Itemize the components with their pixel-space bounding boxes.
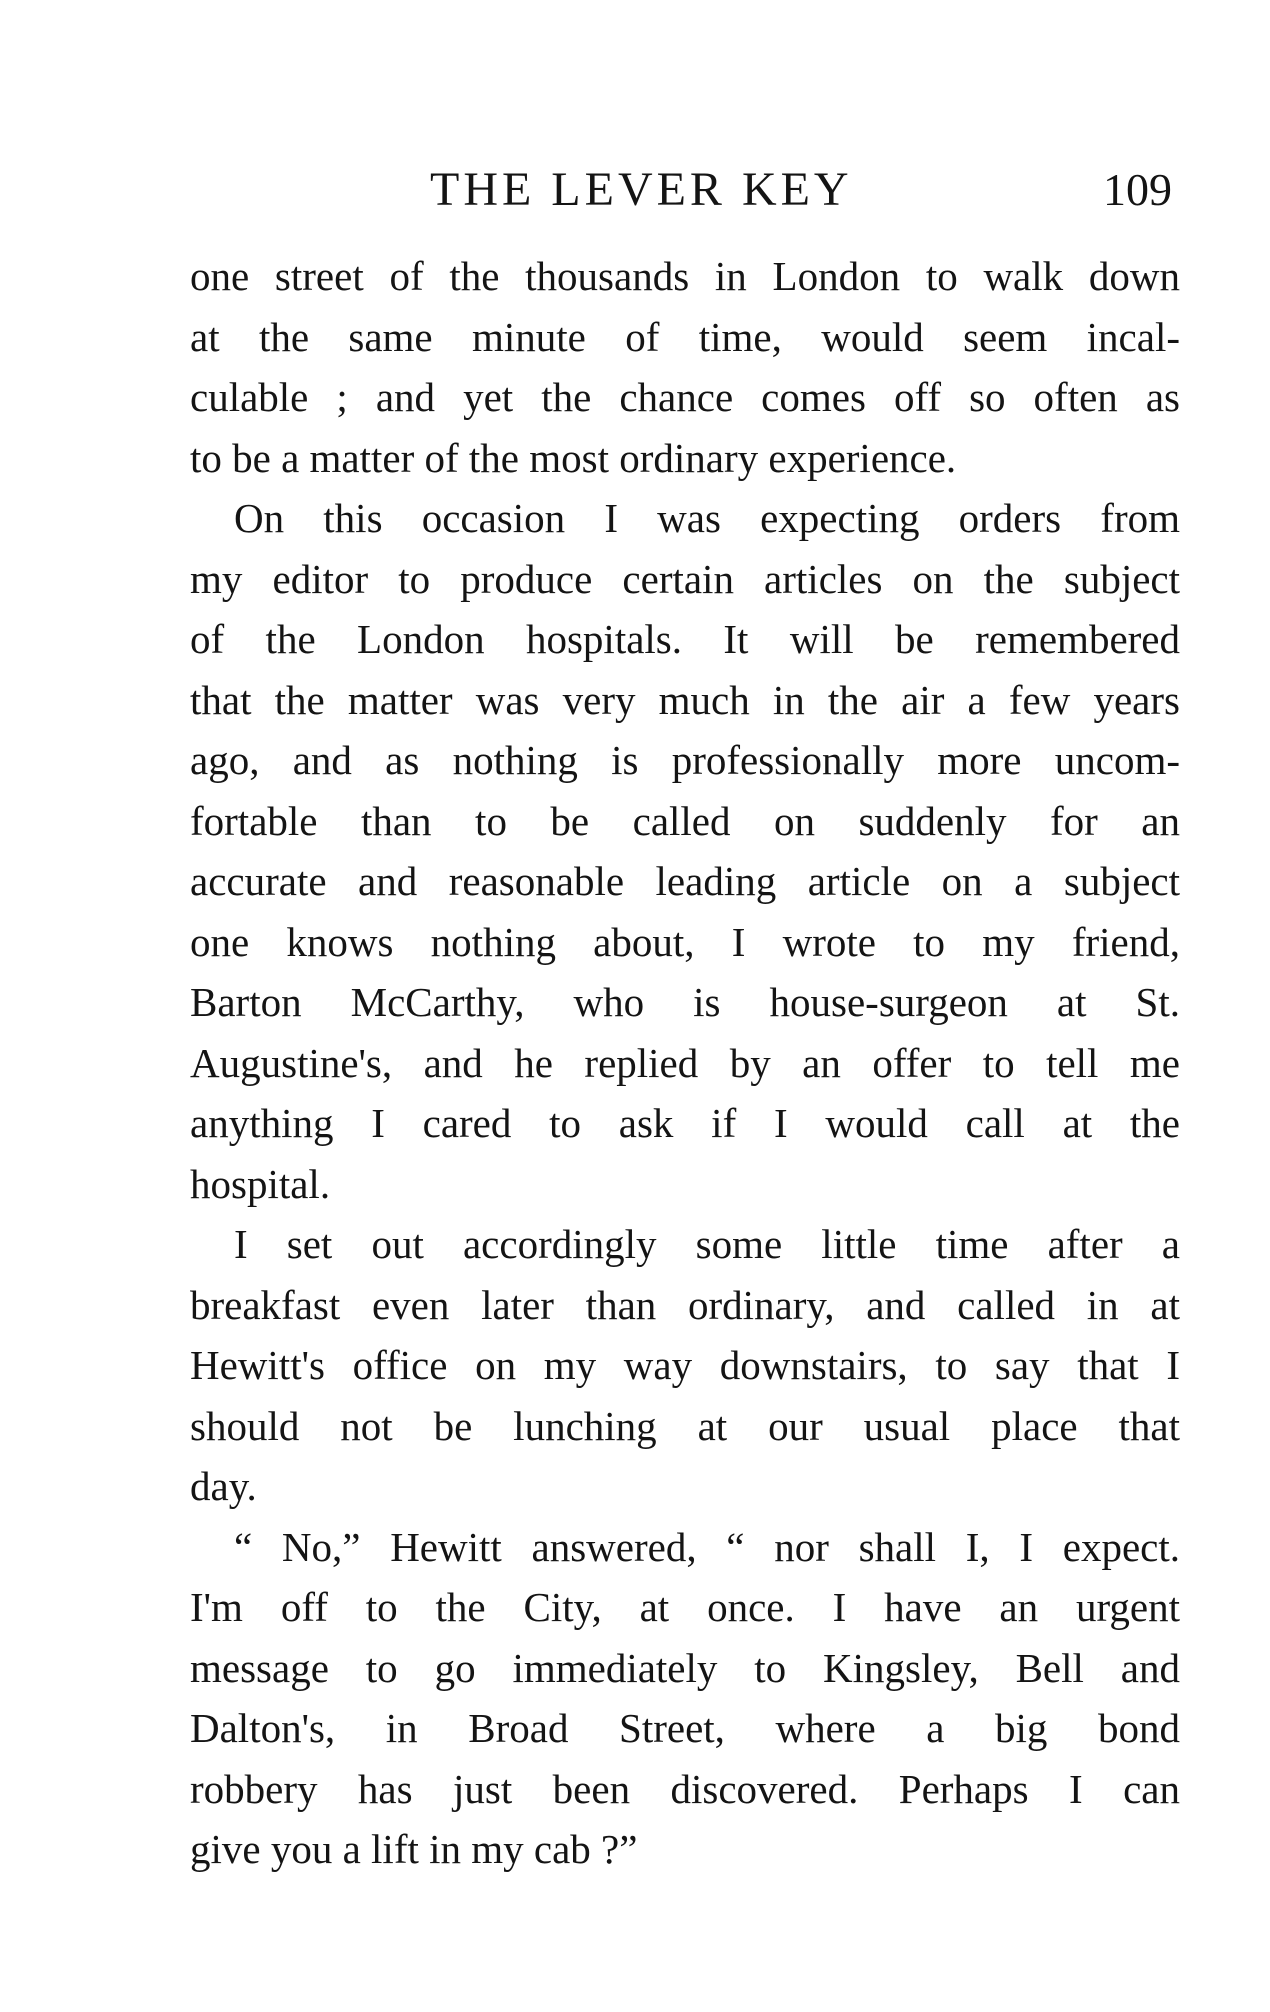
text-line: ago, and as nothing is professionally more uncom- bbox=[190, 737, 1180, 783]
text-line: Augustine's, and he replied by an offer to tell me bbox=[190, 1039, 1180, 1086]
text-line: at the same minute of time, would seem incal- bbox=[190, 313, 1180, 360]
text-line: day. bbox=[190, 1463, 257, 1509]
body-text bbox=[190, 246, 1180, 1880]
text-line: Barton McCarthy, who is house-surgeon at St. bbox=[190, 979, 1180, 1025]
text-line: “ No,” Hewitt answered, “ nor shall I, I expect. bbox=[234, 1523, 1180, 1570]
text-line: I set out accordingly some little time after a bbox=[234, 1221, 1180, 1267]
text-line: Dalton's, in Broad Street, where a big bond bbox=[190, 1705, 1180, 1751]
text-line: I'm off to the City, at once. I have an urgent bbox=[190, 1584, 1180, 1630]
text-line: of the London hospitals. It will be remembered bbox=[190, 616, 1180, 662]
text-line: Hewitt's office on my way downstairs, to say that I bbox=[190, 1342, 1180, 1388]
text-line: that the matter was very much in the air a few years bbox=[190, 676, 1180, 723]
text-line: message to go immediately to Kingsley, Bell and bbox=[190, 1644, 1180, 1691]
text-line: one knows nothing about, I wrote to my friend, bbox=[190, 918, 1180, 965]
text-line: my editor to produce certain articles on the subject bbox=[190, 555, 1180, 602]
text-line: should not be lunching at our usual place that bbox=[190, 1402, 1180, 1449]
text-line: robbery has just been discovered. Perhaps I can bbox=[190, 1765, 1180, 1812]
text-line: culable ; and yet the chance comes off so often as bbox=[190, 374, 1180, 420]
text-line: On this occasion I was expecting orders from bbox=[234, 495, 1180, 541]
page-number: 109 bbox=[1103, 164, 1172, 215]
text-line: anything I cared to ask if I would call at the bbox=[190, 1100, 1180, 1146]
text-line: accurate and reasonable leading article on a subject bbox=[190, 858, 1180, 904]
text-line: breakfast even later than ordinary, and called in at bbox=[190, 1281, 1180, 1328]
text-line: fortable than to be called on suddenly for an bbox=[190, 797, 1180, 844]
page-header bbox=[190, 160, 1190, 220]
text-line: hospital. bbox=[190, 1160, 331, 1207]
running-title: THE LEVER KEY bbox=[430, 163, 853, 216]
text-line: give you a lift in my cab ?” bbox=[190, 1826, 638, 1872]
text-line: to be a matter of the most ordinary experience. bbox=[190, 434, 957, 481]
text-line: one street of the thousands in London to walk down bbox=[190, 253, 1180, 299]
